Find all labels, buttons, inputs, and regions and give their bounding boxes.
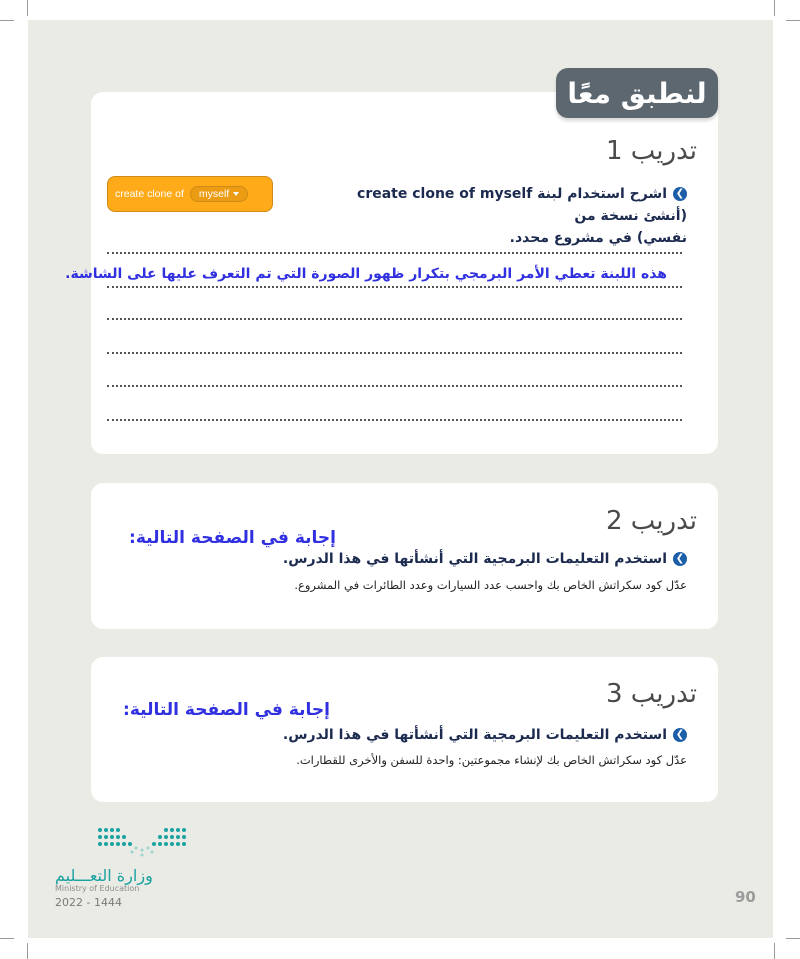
exercise-3-subtext: عدّل كود سكراتش الخاص بك لإنشاء مجموعتين: واحدة للسفن والأخرى للقطارات. — [296, 753, 687, 767]
exercise-1-answer: هذه اللبنة تعطي الأمر البرمجي بتكرار ظهور الصورة التي تم التعرف عليها على الشاشة. — [65, 266, 667, 282]
exercise-1-instruction: ❯اشرح استخدام لبنة create clone of myself (أنشئ نسخة من نفسي) في مشروع محدد. — [357, 186, 687, 246]
answer-line — [107, 352, 682, 354]
ministry-year: 2022 - 1444 — [55, 896, 122, 909]
crop-mark — [0, 938, 14, 939]
answer-line — [107, 385, 682, 387]
crop-mark — [774, 943, 775, 959]
create-clone-block — [107, 176, 273, 212]
crop-mark — [0, 20, 14, 21]
exercise-2-title: تدريب 2 — [605, 506, 697, 536]
ministry-name-arabic: وزارة التعـــليم — [55, 866, 153, 885]
crop-mark — [786, 20, 800, 21]
exercise-2-instruction: ❯استخدم التعليمات البرمجية التي أنشأتها في هذا الدرس. — [283, 548, 687, 570]
exercise-3-instruction: ❯استخدم التعليمات البرمجية التي أنشأتها في هذا الدرس. — [283, 724, 687, 746]
answer-line — [107, 318, 682, 320]
ministry-logo-icon — [96, 824, 192, 860]
crop-mark — [786, 938, 800, 939]
chevron-right-icon: ❯ — [673, 552, 687, 566]
chevron-right-icon: ❯ — [673, 728, 687, 742]
dropdown-caret-icon — [233, 192, 239, 196]
answer-line — [107, 252, 682, 254]
exercise-2-subtext: عدّل كود سكراتش الخاص بك واحسب عدد السيارات وعدد الطائرات في المشروع. — [294, 578, 687, 592]
exercise-3-answer: إجابة في الصفحة التالية: — [123, 700, 330, 720]
exercise-2-answer: إجابة في الصفحة التالية: — [129, 528, 336, 548]
crop-mark — [27, 0, 28, 16]
exercise-1-title: تدريب 1 — [605, 136, 697, 166]
block-label: create clone of — [115, 188, 184, 200]
ministry-name-english: Ministry of Education — [55, 884, 140, 893]
page-number: 90 — [735, 888, 756, 906]
answer-line — [107, 286, 682, 288]
answer-line — [107, 419, 682, 421]
crop-mark — [27, 943, 28, 959]
block-dropdown: myself — [190, 186, 248, 202]
chevron-right-icon: ❯ — [673, 187, 687, 201]
section-banner: لنطبق معًا — [556, 68, 718, 118]
crop-mark — [774, 0, 775, 16]
exercise-3-title: تدريب 3 — [605, 679, 697, 709]
